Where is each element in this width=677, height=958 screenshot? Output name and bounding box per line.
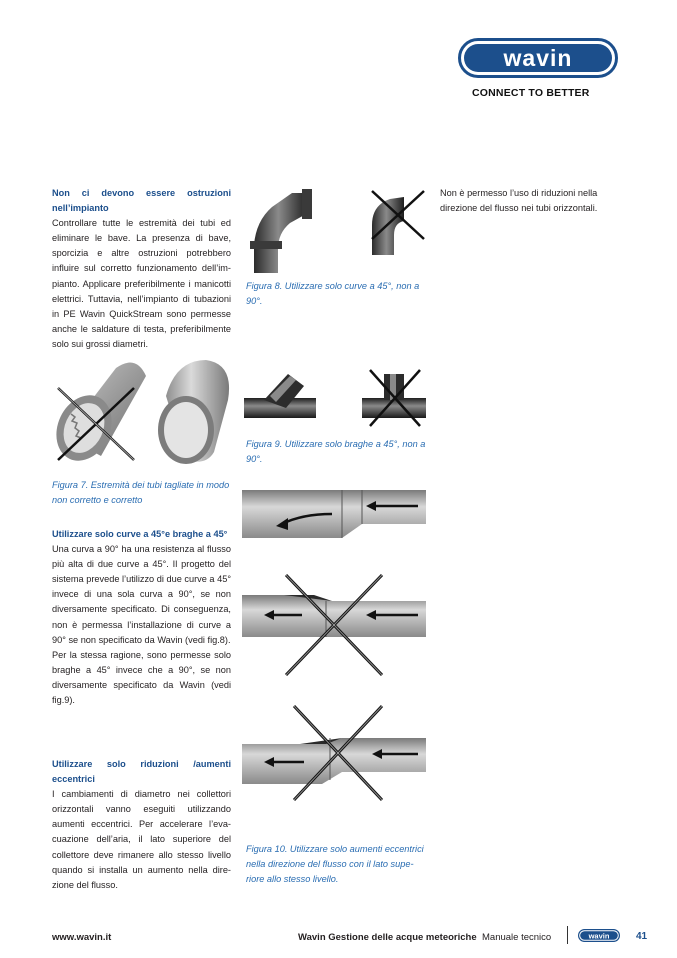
caption-figure-7: Figura 7. Estremità dei tubi tagliate in modo non corretto e corretto <box>52 480 230 505</box>
section-curves-45 <box>52 527 231 708</box>
logo-text: wavin <box>503 45 573 71</box>
reducer-correct <box>242 490 426 538</box>
section-eccentric-reducers <box>52 757 231 893</box>
right-column-text: Non è permesso l’uso di riduzioni nella direzione del flusso nei tubi orizzontali. <box>440 188 598 214</box>
caption-figure-9: Figura 9. Utilizzare solo braghe a 45°, non a 90°. <box>246 439 426 464</box>
figure-7-pipe-ends <box>46 356 236 468</box>
section-heading: Non ci devono essere ostruzioni nell’impianto <box>52 188 231 214</box>
footer-wavin-logo <box>578 929 620 942</box>
figure-8-bends <box>244 183 430 275</box>
figure-9-branches <box>244 364 430 434</box>
wavin-logo <box>458 38 618 78</box>
section-heading: Utilizzare solo riduzioni /aumenti eccentrici <box>52 759 231 785</box>
section-body: Controllare tutte le estremità dei tubi ed eliminare le bave. La presenza di bave, sporcizia e altre ostruzioni potrebbero influire sul corretto funzionamento dell’im-pianto. Applicare preferibilmente i manicotti elettrici. Tuttavia, nell’impianto di tubazioni in PE Wavin QuickStream sono permesse anche le saldature di testa, preferibilmente solo sui grossi diametri. <box>52 218 231 349</box>
reducer-wrong-1 <box>242 575 426 675</box>
section-heading: Utilizzare solo curve a 45°e braghe a 45° <box>52 529 228 539</box>
section-body: I cambiamenti di diametro nei collettori orizzontali vanno eseguiti utilizzando aumenti eccentrici. Per accelerare l’eva-cuazione dell’aria, il lato superiore del collettore deve rimanere allo stesso livello quando si installa un aumento nella dire-zione del flusso. <box>52 789 231 890</box>
figure-10-eccentric-reducers <box>242 480 428 825</box>
footer-url[interactable]: www.wavin.it <box>52 932 112 943</box>
page-number: 41 <box>636 931 648 942</box>
section-no-obstructions <box>52 186 231 352</box>
section-body: Per la stessa ragione, sono permesse solo braghe a 45° invece che a 90°, se non diversamente specificato da Wavin (vedi fig.9). <box>52 649 231 706</box>
reducer-wrong-2 <box>242 706 426 800</box>
caption-figure-8: Figura 8. Utilizzare solo curve a 45°, non a 90°. <box>246 281 420 306</box>
tagline: CONNECT TO BETTER <box>472 87 590 99</box>
caption-figure-10: Figura 10. Utilizzare solo aumenti eccentrici nella direzione del flusso con il lato supe-riore allo stesso livello. <box>246 844 424 884</box>
footer-title: Wavin Gestione delle acque meteoriche <box>298 932 477 943</box>
footer-subtitle: Manuale tecnico <box>482 932 552 943</box>
footer-logo-text: wavin <box>588 931 610 941</box>
section-body: Una curva a 90° ha una resistenza al flusso più alta di due curve a 45°. Il progetto del sistema prevede l’utilizzo di due curve a 45° invece di una sola curva a 90°, se non diversamente specificato. Di conseguenza, non è permessa l’installazione di curve a 90° se non specificato da Wavin (vedi fig.8). <box>52 544 231 645</box>
footer-separator <box>567 926 568 944</box>
